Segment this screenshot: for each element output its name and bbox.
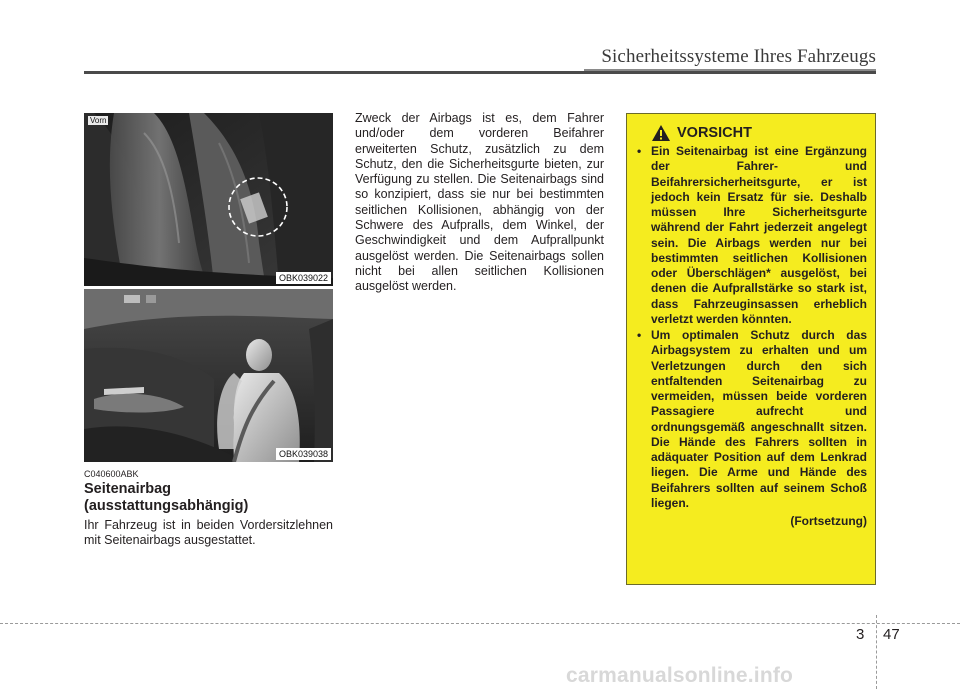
- section-code: C040600ABK: [84, 469, 139, 479]
- seat-illustration: [84, 113, 333, 286]
- section-title: Seitenairbag (ausstattungsabhängig): [84, 481, 249, 514]
- figure-direction-label: Vorn: [90, 116, 107, 125]
- header-rule: [84, 71, 876, 74]
- chapter-number: 3: [856, 626, 865, 643]
- watermark: carmanualsonline.info: [566, 664, 794, 687]
- caution-item: • Um optimalen Schutz durch das Airbagsystem zu erhalten und um Verletzungen durch den sich entfaltenden Seitenairbag zu vermeiden, müssen beide vorderen Passagiere aufrecht und ordnungsgemäß angeschnallt sitzen. Die Hände des Fahrers sollten in adäquater Position auf dem Lenkrad liegen. Die Arme und Hände des Beifahrers sollten auf seinem Schoß liegen.: [637, 328, 867, 511]
- section-intro-text: Ihr Fahrzeug ist in beiden Vordersitzlehnen mit Seitenairbags ausgestattet.: [84, 518, 333, 548]
- footer-rule: [0, 623, 960, 624]
- warning-triangle-icon: [651, 124, 671, 142]
- seat-airbag-figure: [84, 113, 333, 286]
- caution-box: [626, 113, 876, 585]
- caution-item: • Ein Seitenairbag ist eine Ergänzung der Fahrer- und Beifahrersicherheitsgurte, er ist jedoch kein Ersatz für sie. Deshalb müssen Ihre Sicherheitsgurte während der Fahrt jederzeit angelegt sein. Die Airbags werden nur bei bestimmten seitlichen Kollisionen oder Überschlägen* ausgelöst, bei denen die Aufprallstärke so stark ist, dass Fahrzeuginsassen erheblich verletzt werden könnten.: [637, 144, 867, 327]
- header-title: Sicherheitssysteme Ihres Fahrzeugs: [601, 46, 876, 67]
- caution-header: [651, 124, 867, 142]
- page-number: 47: [883, 626, 900, 643]
- side-airbag-deployment-figure: [84, 289, 333, 462]
- footer-divider: [876, 615, 877, 689]
- airbag-purpose-text: Zweck der Airbags ist es, dem Fahrer und/oder dem vorderen Beifahrer erweiterten Schutz, zusätzlich zu dem Schutz, den die Sicherheitsgurte bieten, zur Verfügung zu stellen. Die Seitenairbags sind so konzipiert, dass sie nur bei bestimmten seitlichen Kollisionen, abhängig von der Schwere des Aufpralls, dem Winkel, der Geschwindigkeit und dem Aufprallpunkt ausgelöst werden. Die Seitenairbags sollen nicht bei allen seitlichen Kollisionen ausgelöst werden.: [355, 111, 604, 294]
- figure-code: OBK039022: [276, 272, 331, 284]
- continued-note: (Fortsetzung): [790, 514, 867, 528]
- caution-list: [637, 144, 867, 511]
- figure-code: OBK039038: [276, 448, 331, 460]
- caution-title: VORSICHT: [677, 125, 752, 141]
- door-illustration: [84, 289, 333, 462]
